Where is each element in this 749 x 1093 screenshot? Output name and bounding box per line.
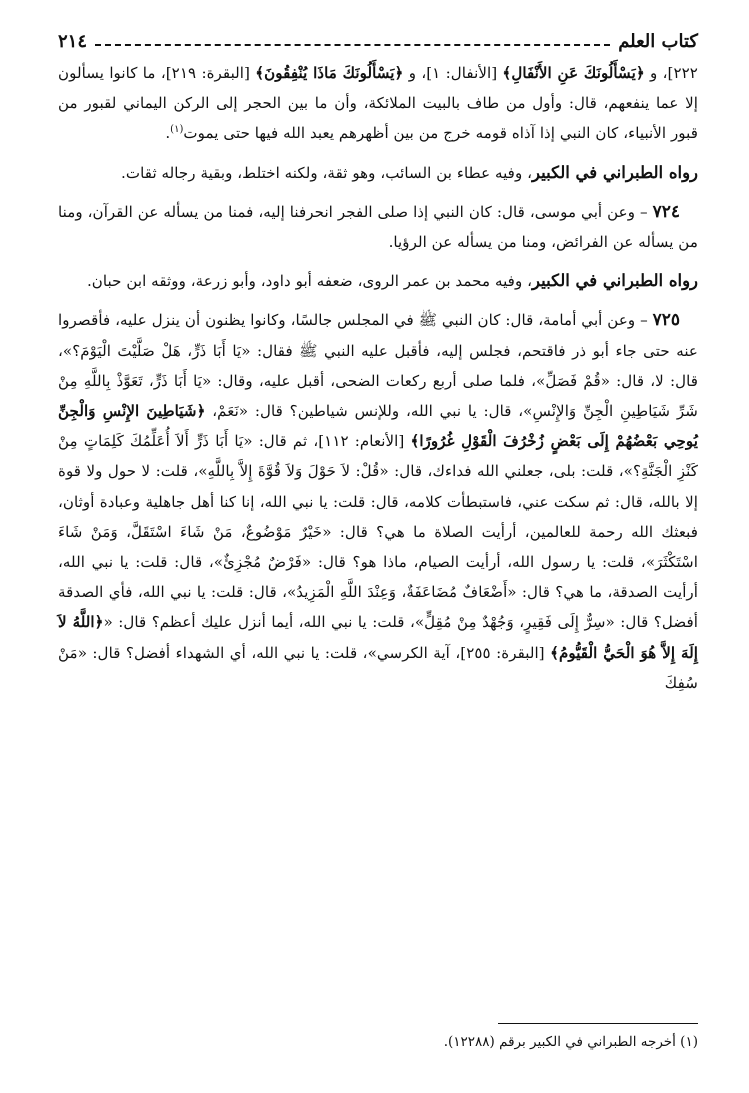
footnote: (١) أخرجه الطبراني في الكبير برقم (١٢٢٨٨). [443, 1034, 698, 1050]
text-run: . [165, 124, 171, 143]
hadith-725 [58, 305, 698, 698]
hadith-text: [الأنعام: ١١٢]، ثم قال: «يَا أَبَا ذَرٍّ أَلاَ أُعَلِّمُكَ كَلِمَاتٍ مِنْ كَنْزِ الْجَنَّةِ؟»، قلت: بلى، جعلني الله فداءك، قال: «قُلْ: لاَ حَوْلَ وَلاَ قُوَّةَ إِلاَّ بِاللَّهِ»، قلت: لا حول ولا قوة إلا بالله، قال: ثم سكت عني، فاستبطأت كلامه، قال: قلت: يا نبي الله، إنا كنا أهل جاهلية وعبادة أوثان، فبعثك الله رحمة للعالمين، أرأيت الصلاة ما هي؟ قال: «خَيْرٌ مَوْضُوعٌ، مَنْ شَاءَ اسْتَقَلَّ، وَمَنْ شَاءَ اسْتَكْثَرَ»، قلت: يا رسول الله، أرأيت الصيام، ماذا هو؟ قال: «فَرْضٌ مُجْزِئٌ»، قال: قلت: يا نبي الله، أرأيت الصدقة، ما هي؟ قال: «أَضْعَافٌ مُضَاعَفَةٌ، وَعِنْدَ اللَّهِ الْمَزِيدُ»، قال: قلت: يا نبي الله، فأي الصدقة أفضل؟ قال: «سِرٌّ إِلَى فَقِيرٍ، وَجُهْدٌ مِنْ مُقِلٍّ»، قلت: يا نبي الله، أيما أنزل عليك أعظم؟ قال: « [58, 432, 698, 632]
paragraph-continuation [58, 58, 698, 149]
page-number: ٢١٤ [58, 30, 88, 52]
source-text: ، وفيه محمد بن عمر الروى، ضعفه أبو داود، وأبو زرعة، ووثقه ابن حبان. [86, 272, 533, 291]
quran-quote: ﴿اللَّهُ لاَ إِلَهَ إِلاَّ هُوَ الْحَيُّ الْقَيُّومُ﴾ [58, 613, 698, 662]
hadith-724 [58, 197, 698, 257]
page-header [58, 28, 698, 54]
source-note [58, 266, 698, 296]
source-note [58, 158, 698, 188]
text-run: [البقرة: ٢١٩]، ما كانوا يسألون إلا عما ينفعهم، قال: وأول من طاف بالبيت الملائكة، وأن ما بين الحجر إلى الركن اليماني لقبور من قبور الأنبياء، كان النبي إذا آذاه قومه خرج من بين أظهرهم يعبد الله فيها حتى يموت [58, 64, 698, 143]
source-label: رواه الطبراني في الكبير [532, 271, 698, 291]
hadith-number: ٧٢٥ [652, 310, 680, 331]
footnote-marker[interactable]: (١) [170, 124, 184, 136]
footnote-separator [498, 1023, 698, 1024]
book-page [58, 28, 698, 1068]
quran-quote: ﴿يَسْأَلُونَكَ عَنِ الأَنْفَالِ﴾ [502, 64, 645, 82]
hadith-text: – وعن أبي موسى، قال: كان النبي إذا صلى الفجر انحرفنا إليه، فمنا من يسأله عن القرآن، ومنا من يسأله عن الفرائض، ومنا من يسأله عن الرؤيا. [58, 202, 698, 252]
quran-quote: ﴿شَيَاطِينَ الإِنْسِ وَالْجِنِّ يُوحِي بَعْضُهُمْ إِلَى بَعْضٍ زُخْرُفَ الْقَوْلِ غُرُورًا﴾ [58, 402, 698, 451]
quran-quote: ﴿يَسْأَلُونَكَ مَاذَا يُنْفِقُونَ﴾ [255, 64, 404, 82]
header-rule [95, 44, 610, 46]
book-title: كتاب العلم [618, 30, 698, 52]
source-label: رواه الطبراني في الكبير [532, 162, 698, 182]
source-text: ، وفيه عطاء بن السائب، وهو ثقة، ولكنه اختلط، وبقية رجاله ثقات. [121, 163, 533, 182]
text-run: [الأنفال: ١]، و [403, 64, 503, 82]
hadith-text: – وعن أبي أمامة، قال: كان النبي ﷺ في المجلس جالسًا، وكانوا يظنون أن ينزل عليه، فأقصروا عنه حتى جاء أبو ذر فاقتحم، فجلس إليه، فأقبل عليه النبي ﷺ فقال: «يَا أَبَا ذَرٍّ، هَلْ صَلَّيْتَ الْيَوْمَ؟»، قال: لا، قال: «قُمْ فَصَلِّ»، فلما صلى أربع ركعات الضحى، أقبل عليه، وقال: «يَا أَبَا ذَرٍّ، تَعَوَّذْ بِاللَّهِ مِنْ شَرِّ شَيَاطِينِ الْجِنِّ وَالإِنْسِ»، قال: يا نبي الله، وللإنس شياطين؟ قال: «نَعَمْ، [58, 311, 698, 421]
hadith-number: ٧٢٤ [652, 201, 680, 222]
hadith-text: [البقرة: ٢٥٥]، آية الكرسي»، قلت: يا نبي الله، أي الشهداء أفضل؟ قال: «مَنْ سُفِكَ [58, 643, 698, 692]
page-body [58, 58, 698, 698]
text-run: ٢٢٢]، و [644, 64, 698, 82]
